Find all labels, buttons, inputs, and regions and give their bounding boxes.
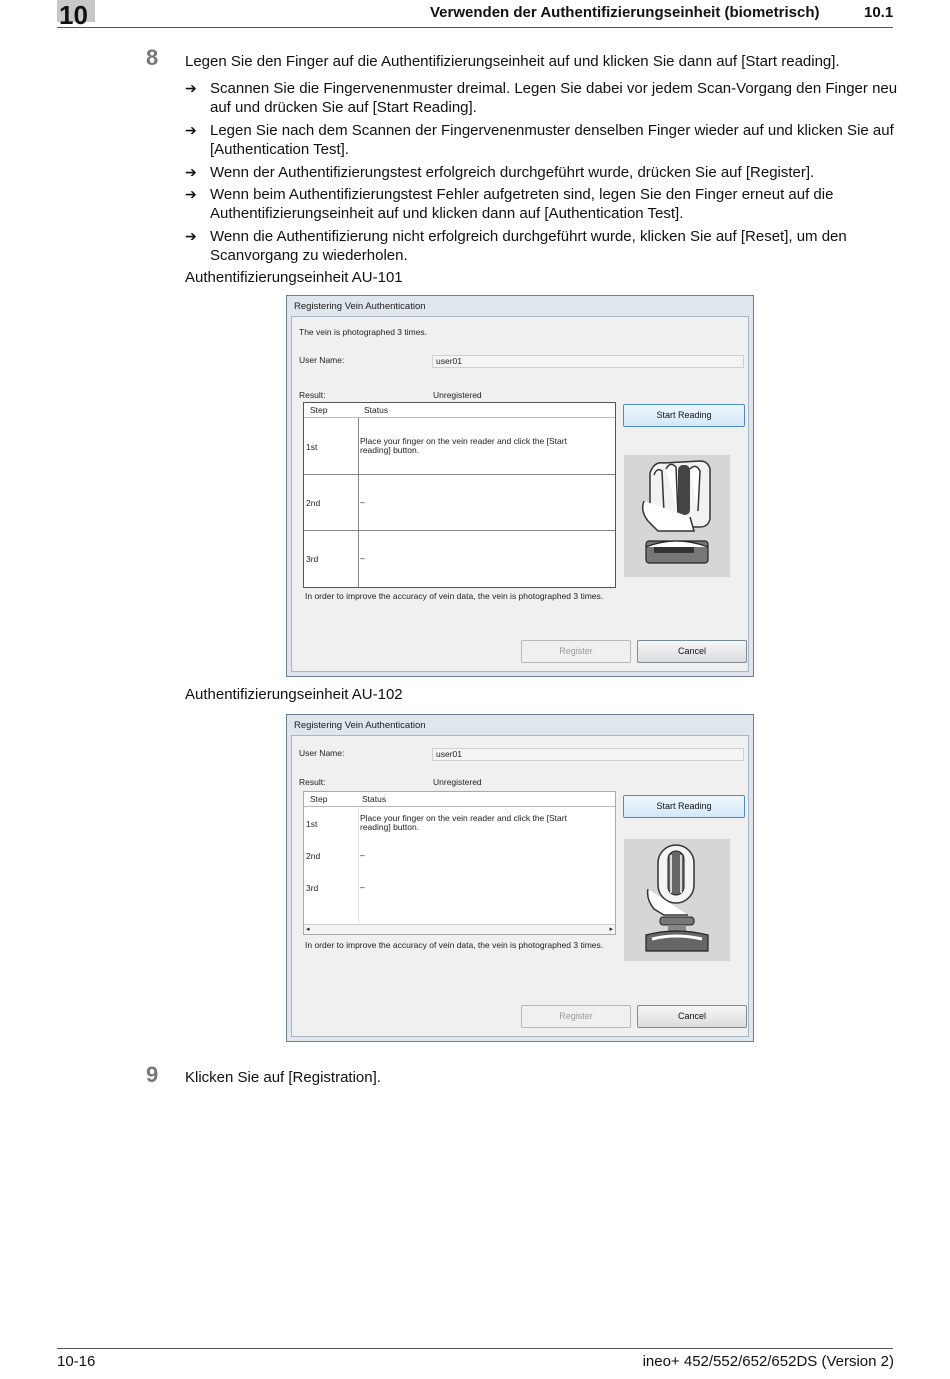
cancel-button[interactable]: Cancel	[637, 640, 747, 663]
scroll-left-icon[interactable]: ◂	[306, 926, 310, 933]
table-row	[304, 418, 615, 475]
step-cell: 2nd	[306, 498, 321, 508]
cancel-button[interactable]: Cancel	[637, 1005, 747, 1028]
status-table	[303, 402, 616, 588]
arrow-icon: ➔	[185, 80, 197, 96]
user-name-field[interactable]: user01	[432, 355, 744, 368]
table-row	[304, 475, 615, 531]
step-8-text: Legen Sie den Finger auf die Authentifizierungseinheit auf und klicken Sie dann auf [Start reading].	[185, 53, 840, 70]
finger-on-reader-icon	[624, 839, 730, 961]
dialog-au-102	[286, 714, 754, 1042]
result-label: Result:	[299, 777, 326, 787]
arrow-icon: ➔	[185, 122, 197, 138]
start-reading-button[interactable]: Start Reading	[623, 404, 745, 427]
register-button[interactable]: Register	[521, 640, 631, 663]
column-header-step: Step	[310, 405, 328, 415]
table-row	[304, 873, 615, 905]
bullet-text: Wenn beim Authentifizierungstest Fehler aufgetreten sind, legen Sie den Finger erneut auf die Authentifizierungseinheit auf und klicken dann auf [Authentication Test].	[210, 186, 834, 222]
bullet-item	[185, 185, 905, 223]
chapter-number: 10	[59, 0, 88, 30]
status-cell: Place your finger on the vein reader and click the [Start reading] button.	[360, 436, 567, 455]
table-header	[304, 792, 615, 807]
dialog-title: Registering Vein Authentication	[294, 301, 426, 312]
column-header-step: Step	[310, 794, 328, 804]
bullet-text: Legen Sie nach dem Scannen der Fingervenenmuster denselben Finger wieder auf und klicken Sie auf [Authentication Test].	[210, 122, 894, 158]
user-name-label: User Name:	[299, 748, 345, 758]
step-cell: 3rd	[306, 883, 319, 893]
result-label: Result:	[299, 390, 326, 400]
dialog-title: Registering Vein Authentication	[294, 720, 426, 731]
arrow-icon: ➔	[185, 228, 197, 244]
header-section-number: 10.1	[864, 4, 894, 21]
footer-divider	[57, 1348, 893, 1349]
product-name: ineo+ 452/552/652/652DS (Version 2)	[642, 1353, 894, 1370]
scroll-right-icon[interactable]: ▸	[609, 926, 613, 933]
caption-au-101: Authentifizierungseinheit AU-101	[185, 269, 403, 286]
table-row	[304, 807, 615, 841]
step-cell: 3rd	[306, 554, 319, 564]
bullet-item	[185, 227, 905, 265]
bullet-text: Wenn der Authentifizierungstest erfolgreich durchgeführt wurde, drücken Sie auf [Register].	[210, 164, 815, 181]
status-cell: –	[360, 553, 365, 563]
header-title: Verwenden der Authentifizierungseinheit (biometrisch)	[430, 4, 820, 21]
accuracy-note: In order to improve the accuracy of vein data, the vein is photographed 3 times.	[305, 940, 604, 950]
bullet-item	[185, 79, 905, 117]
step-cell: 1st	[306, 819, 318, 829]
dialog-body	[291, 735, 749, 1037]
user-name-field[interactable]: user01	[432, 748, 744, 761]
arrow-icon: ➔	[185, 164, 197, 180]
result-value: Unregistered	[433, 390, 482, 400]
accuracy-note: In order to improve the accuracy of vein data, the vein is photographed 3 times.	[305, 591, 604, 601]
status-cell: –	[360, 850, 365, 860]
bullet-item	[185, 163, 905, 182]
step-cell: 2nd	[306, 851, 321, 861]
header-divider	[57, 27, 893, 28]
bullet-text: Wenn die Authentifizierung nicht erfolgreich durchgeführt wurde, klicken Sie auf [Reset], um den Scanvorgang zu wiederholen.	[210, 228, 847, 264]
start-reading-button[interactable]: Start Reading	[623, 795, 745, 818]
step-number-8: 8	[146, 45, 159, 70]
column-header-status: Status	[364, 405, 389, 415]
horizontal-scrollbar[interactable]	[304, 924, 615, 934]
status-cell: –	[360, 497, 365, 507]
table-header	[304, 403, 615, 418]
caption-au-102: Authentifizierungseinheit AU-102	[185, 686, 403, 703]
page-number: 10-16	[57, 1353, 96, 1370]
status-cell: Place your finger on the vein reader and click the [Start reading] button.	[360, 813, 567, 832]
result-value: Unregistered	[433, 777, 482, 787]
bullet-text: Scannen Sie die Fingervenenmuster dreimal. Legen Sie dabei vor jedem Scan-Vorgang den Finger neu auf und drücken Sie auf [Start Reading].	[210, 80, 898, 116]
user-name-label: User Name:	[299, 355, 345, 365]
column-header-status: Status	[362, 794, 387, 804]
dialog-au-101	[286, 295, 754, 677]
table-row	[304, 531, 615, 586]
arrow-icon: ➔	[185, 186, 197, 202]
status-cell: –	[360, 882, 365, 892]
step-cell: 1st	[306, 442, 318, 452]
step-number-9: 9	[146, 1062, 159, 1087]
finger-vein-reader-illustration	[624, 455, 730, 577]
register-button[interactable]: Register	[521, 1005, 631, 1028]
dialog-body	[291, 316, 749, 672]
hand-on-reader-icon	[624, 455, 730, 577]
table-row	[304, 841, 615, 873]
step-9-text: Klicken Sie auf [Registration].	[185, 1069, 381, 1086]
finger-vein-reader-illustration	[624, 839, 730, 961]
bullet-item	[185, 121, 905, 159]
dialog-intro-text: The vein is photographed 3 times.	[299, 327, 428, 337]
status-table	[303, 791, 616, 935]
